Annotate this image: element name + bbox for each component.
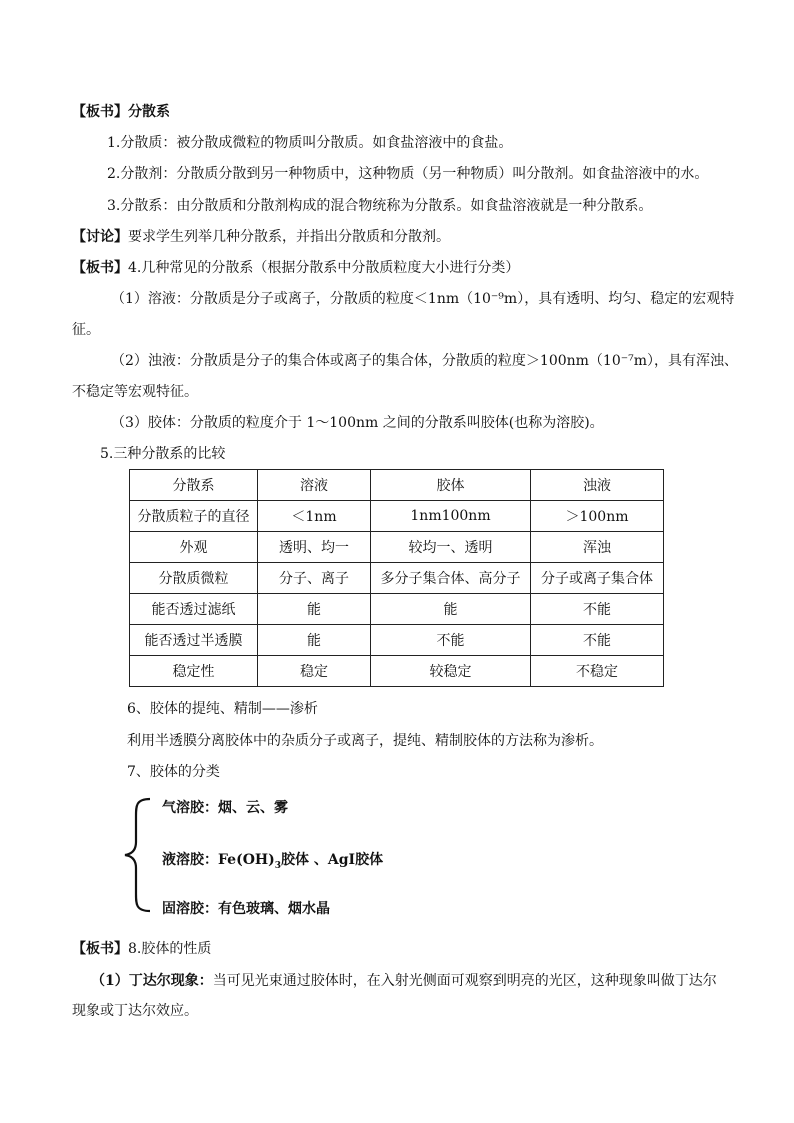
table-cell: 不能	[531, 594, 664, 625]
liquid-sol-suffix: 胶体 、AgI胶体	[281, 852, 384, 868]
table-cell: 能	[258, 594, 371, 625]
tyndall-text-line2: 现象或丁达尔效应。	[72, 1003, 198, 1019]
solid-sol-item: 固溶胶：有色玻璃、烟水晶	[162, 901, 330, 917]
table-header-row	[130, 470, 664, 501]
table-cell: 不能	[531, 625, 664, 656]
table-row	[130, 594, 664, 625]
board-tag: 【板书】	[72, 941, 128, 957]
board-tag: 【板书】	[72, 260, 128, 276]
heading-dispersion-system	[72, 103, 170, 121]
table-row	[130, 563, 664, 594]
tyndall-line1	[91, 972, 717, 990]
table-cell: 较均一、透明	[371, 532, 531, 563]
table-cell: 分子或离子集合体	[531, 563, 664, 594]
table-cell: 分散质微粒	[130, 563, 258, 594]
definition-dispersion-system: 3.分散系：由分散质和分散剂构成的混合物统称为分散系。如食盐溶液就是一种分散系。	[107, 198, 653, 214]
heading-title: 分散系	[128, 104, 170, 120]
board-tag: 【板书】	[72, 104, 128, 120]
solution-desc-line1: （1）溶液：分散质是分子或离子，分散质的粒度＜1nm（10⁻⁹m），具有透明、均匀、稳定的宏观特	[111, 291, 735, 307]
table-cell: 能否透过半透膜	[130, 625, 258, 656]
table-cell: ＞100nm	[531, 501, 664, 532]
table-cell: 稳定	[258, 656, 371, 687]
table-header-cell: 胶体	[371, 470, 531, 501]
table-cell: 能否透过滤纸	[130, 594, 258, 625]
comparison-title: 5.三种分散系的比较	[100, 446, 226, 462]
heading-text: 4.几种常见的分散系（根据分散系中分散质粒度大小进行分类）	[128, 260, 520, 276]
table-row	[130, 625, 664, 656]
table-header-cell: 浊液	[531, 470, 664, 501]
classification-title: 7、胶体的分类	[127, 764, 220, 780]
table-cell: 较稳定	[371, 656, 531, 687]
table-header-cell: 分散系	[130, 470, 258, 501]
aerosol-item: 气溶胶：烟、云、雾	[162, 800, 288, 816]
table-cell: 能	[258, 625, 371, 656]
liquid-sol-subscript: 3	[274, 860, 282, 871]
liquid-sol-item	[162, 849, 383, 871]
definition-dispersed-phase: 1.分散质：被分散成微粒的物质叫分散质。如食盐溶液中的食盐。	[107, 135, 513, 151]
table-cell: ＜1nm	[258, 501, 371, 532]
table-row	[130, 532, 664, 563]
comparison-table	[129, 469, 664, 687]
suspension-desc-line2: 不稳定等宏观特征。	[72, 384, 198, 400]
table-cell: 不稳定	[531, 656, 664, 687]
table-cell: 外观	[130, 532, 258, 563]
curly-brace-icon	[122, 796, 154, 914]
table-cell: 多分子集合体、高分子	[371, 563, 531, 594]
dialysis-text: 利用半透膜分离胶体中的杂质分子或离子，提纯、精制胶体的方法称为渗析。	[127, 733, 603, 749]
table-cell: 分子、离子	[258, 563, 371, 594]
heading-common-systems	[72, 259, 519, 277]
table-cell: 不能	[371, 625, 531, 656]
dialysis-title: 6、胶体的提纯、精制——渗析	[127, 701, 318, 717]
table-cell: 分散质粒子的直径	[130, 501, 258, 532]
discussion-line	[72, 228, 450, 246]
table-cell: 浑浊	[531, 532, 664, 563]
heading-colloid-properties	[72, 940, 211, 958]
solution-desc-line2: 征。	[72, 322, 100, 338]
table-cell: 稳定性	[130, 656, 258, 687]
heading-text: 8.胶体的性质	[128, 941, 212, 957]
liquid-sol-prefix: 液溶胶：Fe(OH)	[162, 852, 275, 868]
table-header-cell: 溶液	[258, 470, 371, 501]
suspension-desc-line1: （2）浊液：分散质是分子的集合体或离子的集合体，分散质的粒度＞100nm（10⁻⁷m），具有浑浊、	[111, 353, 739, 369]
discussion-text: 要求学生列举几种分散系，并指出分散质和分散剂。	[128, 229, 450, 245]
table-row	[130, 656, 664, 687]
table-cell: 能	[371, 594, 531, 625]
tyndall-text-line1: 当可见光束通过胶体时，在入射光侧面可观察到明亮的光区，这种现象叫做丁达尔	[212, 973, 717, 989]
table-row	[130, 501, 664, 532]
tyndall-label: （1）丁达尔现象：	[91, 973, 213, 989]
definition-dispersion-medium: 2.分散剂：分散质分散到另一种物质中，这种物质（另一种物质）叫分散剂。如食盐溶液中的水。	[107, 166, 709, 182]
colloid-desc: （3）胶体：分散质的粒度介于 1～100nm 之间的分散系叫胶体(也称为溶胶)。	[111, 415, 604, 431]
table-cell: 透明、均一	[258, 532, 371, 563]
discussion-tag: 【讨论】	[72, 229, 128, 245]
table-cell: 1nm100nm	[371, 501, 531, 532]
